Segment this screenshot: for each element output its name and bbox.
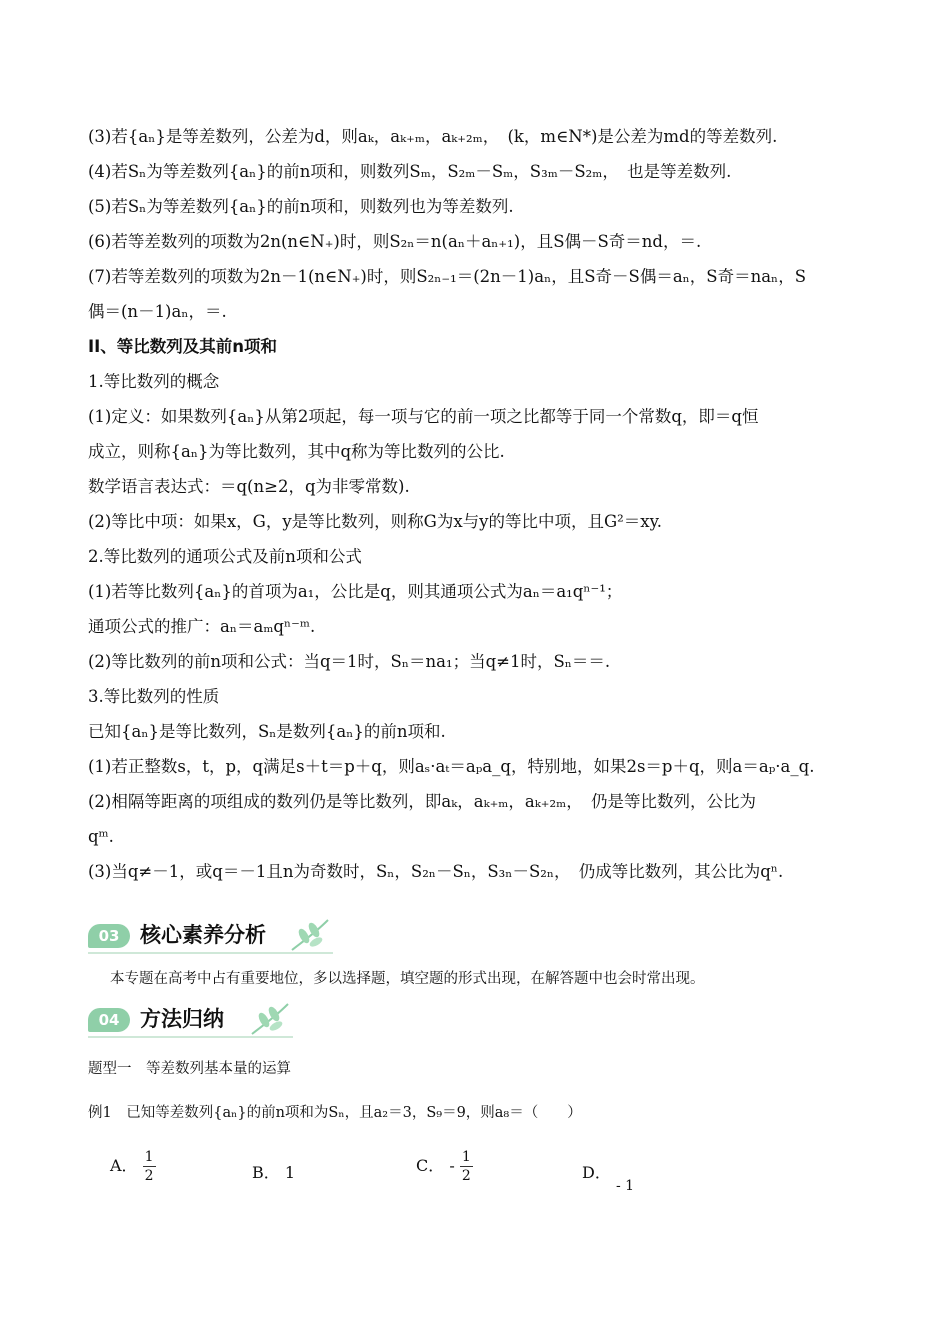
- option-a-denominator: 2: [144, 1168, 154, 1184]
- subheading-general-formula: 2.等比数列的通项公式及前n项和公式: [88, 547, 362, 566]
- section-03-body: 本专题在高考中占有重要地位，多以选择题，填空题的形式出现，在解答题中也会时常出现。: [110, 971, 705, 987]
- subheading-properties: 3.等比数列的性质: [88, 687, 220, 706]
- line-general-term: (1)若等比数列{aₙ}的首项为a₁，公比是q，则其通项公式为aₙ＝a₁qⁿ⁻¹；: [88, 582, 623, 601]
- option-c-numerator: 1: [461, 1149, 471, 1165]
- line-definition-b: 成立，则称{aₙ}为等比数列，其中q称为等比数列的公比.: [88, 442, 505, 461]
- line-definition-a: (1)定义：如果数列{aₙ}从第2项起，每一项与它的前一项之比都等于同一个常数q，即＝q恒: [88, 407, 759, 426]
- section-03-underline: [88, 952, 333, 954]
- option-d-value: - 1: [615, 1178, 635, 1194]
- option-a-numerator: 1: [144, 1149, 154, 1165]
- section-04-underline: [88, 1036, 293, 1038]
- line-definition-c: 数学语言表达式：＝q(n≥2，q为非零常数).: [88, 477, 410, 496]
- option-c-label: C．: [416, 1156, 445, 1175]
- section-03-header: [88, 918, 338, 954]
- option-b[interactable]: [252, 1160, 295, 1183]
- line-sum-formula: (2)等比数列的前n项和公式：当q＝1时，Sₙ＝na₁；当q≠1时，Sₙ＝＝.: [88, 652, 611, 671]
- option-b-value: 1: [284, 1163, 296, 1182]
- option-c-denominator: 2: [461, 1168, 471, 1184]
- line-arith-prop-5: (5)若Sₙ为等差数列{aₙ}的前n项和，则数列也为等差数列.: [88, 197, 514, 216]
- line-arith-prop-7b: 偶＝(n－1)aₙ，＝.: [88, 302, 227, 321]
- option-b-label: B．: [252, 1163, 280, 1182]
- line-geometric-mean: (2)等比中项：如果x，G，y是等比数列，则称G为x与y的等比中项，且G²＝xy.: [88, 512, 662, 531]
- line-property-2a: (2)相隔等距离的项组成的数列仍是等比数列，即aₖ，aₖ₊ₘ，aₖ₊₂ₘ， 仍是等比数列，公比为: [88, 792, 756, 811]
- option-a-fraction: [143, 1148, 156, 1185]
- section-03-title: 核心素养分析: [140, 923, 266, 947]
- section-04-badge: 04: [88, 1008, 130, 1032]
- option-d[interactable]: [582, 1160, 635, 1194]
- line-arith-prop-3: (3)若{aₙ}是等差数列，公差为d，则aₖ，aₖ₊ₘ，aₖ₊₂ₘ， (k，m∈N*)是公差为md的等差数列.: [88, 127, 778, 146]
- option-a[interactable]: [110, 1148, 156, 1185]
- leaf-icon: [288, 916, 332, 952]
- option-a-label: A．: [110, 1156, 138, 1175]
- example-1-question: 例1 已知等差数列{aₙ}的前n项和为Sₙ，且a₂＝3，S₉＝9，则a₈＝（ ）: [88, 1105, 582, 1121]
- line-property-3: (3)当q≠－1，或q＝－1且n为奇数时，Sₙ，S₂ₙ－Sₙ，S₃ₙ－S₂ₙ， 仍成等比数列，其公比为qⁿ.: [88, 862, 784, 881]
- line-arith-prop-6: (6)若等差数列的项数为2n(n∈N₊)时，则S₂ₙ＝n(aₙ＋aₙ₊₁)，且S偶－S奇＝nd，＝.: [88, 232, 702, 251]
- option-d-label: D．: [582, 1163, 611, 1182]
- section-04-title: 方法归纳: [140, 1007, 224, 1031]
- option-c[interactable]: [416, 1148, 473, 1185]
- answer-options: [110, 1148, 810, 1198]
- question-type-label: 题型一 等差数列基本量的运算: [88, 1061, 291, 1077]
- option-c-sign: -: [449, 1156, 455, 1175]
- section-03-badge: 03: [88, 924, 130, 948]
- line-property-1: (1)若正整数s，t，p，q满足s＋t＝p＋q，则aₛ·aₜ＝aₚa_q，特别地，如果2s＝p＋q，则a＝aₚ·a_q.: [88, 757, 815, 776]
- line-general-term-ext: 通项公式的推广：aₙ＝aₘqⁿ⁻ᵐ.: [88, 617, 316, 636]
- line-known: 已知{aₙ}是等比数列，Sₙ是数列{aₙ}的前n项和.: [88, 722, 446, 741]
- option-c-fraction: [460, 1148, 473, 1185]
- line-arith-prop-4: (4)若Sₙ为等差数列{aₙ}的前n项和，则数列Sₘ，S₂ₘ－Sₘ，S₃ₘ－S₂ₘ， 也是等差数列.: [88, 162, 732, 181]
- line-arith-prop-7a: (7)若等差数列的项数为2n－1(n∈N₊)时，则S₂ₙ₋₁＝(2n－1)aₙ，且S奇－S偶＝aₙ，S奇＝naₙ，S: [88, 267, 806, 286]
- line-property-2b: qᵐ.: [88, 827, 114, 846]
- heading-geometric-sequence: II、等比数列及其前n项和: [88, 337, 278, 356]
- leaf-icon: [248, 1000, 292, 1036]
- subheading-concept: 1.等比数列的概念: [88, 372, 220, 391]
- section-04-header: [88, 1002, 298, 1038]
